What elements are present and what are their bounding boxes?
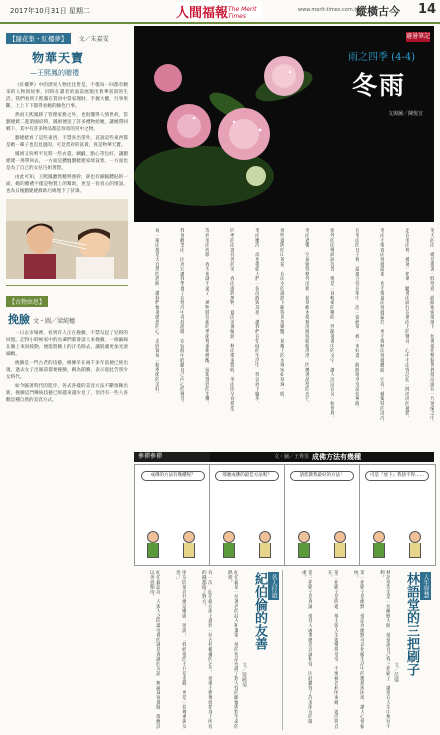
student-figure <box>334 531 344 557</box>
page-header <box>0 0 440 24</box>
face-threading-photo <box>6 199 128 279</box>
article-title-4: 紀伯倫的友善 <box>252 572 267 650</box>
monk-figure <box>147 531 157 557</box>
monk-figure <box>373 531 383 557</box>
column-divider <box>282 570 283 730</box>
text-column: 冬天的雨，總是帶著一股寒意，細細密密地落下，彷彿要把整個世界都浸濕在一片迷濛之中。 <box>429 228 434 425</box>
article-body <box>6 82 128 195</box>
section-name: 縱橫古今 <box>356 5 400 18</box>
paragraph: 《紅樓夢》中的漂亮人物比比皆是，不僅每一回都有精采的人物與故事，同時在讀者的面前展現出奢華富貴的生活。我們看到王熙鳳在賈府中當家理財，手握大權，行事果斷，上上下下都得看她的臉色行事。 <box>6 83 128 109</box>
website-url: www.merit-times.com.tw <box>298 7 361 13</box>
paragraph: 挽臉是一門古老的技藝，相傳早在兩千多年前便已經出現，過去女子出嫁前都要挽臉，稱為開臉，表示從此告別少女時代。 <box>6 361 128 380</box>
article-subtitle: —王熙鳳的贈禮 <box>30 69 79 77</box>
photo-credit: 文與圖／陳悅宣 <box>388 111 424 117</box>
feature-body <box>134 228 434 450</box>
comic-author: 文・圖／王秀里 <box>274 454 310 460</box>
text-column: 窗外的雨聲滴滴答答，像是一首輕柔的樂曲，伴隨著書中的文字，讓人沉浸在另一個世界。 <box>329 228 334 420</box>
comic-title: 成佛方法有幾種 <box>312 453 361 461</box>
student-figure <box>259 531 269 557</box>
text-column: 等到冬雨停歇，春天也就不遠了，萬物將在新的季節裡重新甦醒，展現蓬勃的生機。 <box>204 228 209 406</box>
paragraph: 如今隨著時代的進步，各式各樣的美容方法不斷推陳出新，挽臉這門傳統技藝已經越來越少見了，但仍有一些人喜歡這種自然的美容方式。 <box>6 384 128 403</box>
monk-figure <box>298 531 308 557</box>
speech-bubble: 請您教我最好的方法！ <box>290 471 354 481</box>
photo-illustration <box>6 199 128 279</box>
text-column: 那些盛開的山茶花，在雨水的滋潤下顯得更加嬌豔，花瓣上的水珠宛如珍珠一般。 <box>279 228 284 401</box>
text-column: 冬雨過後，空氣變得格外清新，花草樹木都被洗滌得乾乾淨淨，閃爍著晶瑩的光芒。 <box>304 228 309 406</box>
text-column: 有一次，紀伯倫在街上遇到一位衣衫襤褸的乞丐，他毫不猶豫地把身上所有的錢都給了對方。 <box>200 570 212 729</box>
page-number: 14 <box>418 2 437 17</box>
speech-bubble: 成佛的方法有幾種呢？ <box>141 471 205 481</box>
text-column: 每一場雨都是大自然的恩賜，讓我們懷著感恩的心，去欣賞每一個季節的美好。 <box>154 228 159 396</box>
text-column: 我喜歡冬雨，因為它讓我學會了在寒冷中尋找溫暖，在寂靜中聆聽自己內心的聲音。 <box>179 228 184 406</box>
comic-panel <box>209 465 285 565</box>
text-column: 第二把刷子是閒適，他主張人生要懂得享受，不要被名利所束縛，要活得自在。 <box>326 570 338 729</box>
comic-panel <box>284 465 360 565</box>
article-author-3: 文／范儀 <box>393 662 399 682</box>
paragraph: 然而王熙鳳除了管理家務之外，也很懂得人情世故，當劉姥姥二進榮國府時，鳳姐便送了許多禮物給她，讓她帶回鄉下，其中有許多物品都是珍貴的宮中之物。 <box>6 113 128 132</box>
text-column: 四季的雨各有各的美，春雨滋潤萬物，夏雨消暑解熱，秋雨帶來豐收，冬雨則孕育希望。 <box>229 228 234 416</box>
column-badge: 避暑筆記 <box>406 33 431 40</box>
logo-english: The Merit Times <box>228 6 257 20</box>
student-figure <box>409 531 419 557</box>
logo-chinese: 人間福報 <box>176 6 229 21</box>
winter-rain-photo <box>134 26 434 222</box>
comic-strip <box>134 464 436 566</box>
comic-band <box>134 452 434 462</box>
paragraph: 鳳姐又吩咐平兒將一些衣裳、綢緞、點心等包好，讓劉姥姥一併帶回去，一方面是體恤劉姥姥家境貧寒，一方面也是為了自己的女兒巧姐著想。 <box>6 152 128 171</box>
article-author: 文／朱嘉雯 <box>78 36 109 43</box>
comic-panel <box>359 465 434 565</box>
monk-figure <box>223 531 233 557</box>
series-title: 雨之四季 (4-4) <box>348 52 416 63</box>
column-tag-4: 名人行誼 <box>270 574 277 598</box>
text-column: 冬雨雖冷，卻也帶給人們一份沉靜與反思，讓我們在忙碌的生活中，得以停下腳步。 <box>254 228 259 406</box>
article-author-2: 文・圖／梁純穗 <box>33 318 76 325</box>
text-column: 第一把刷子是幽默，他認為幽默可以化解生活中的尷尬與困境，讓人心情愉快。 <box>352 570 364 729</box>
article-title-2: 挽臉 <box>8 313 30 326</box>
text-column: 朋友問他為什麼這麼做，他說：「我給他的不只是金錢，更是一份尊重與友善。」 <box>174 570 186 729</box>
article-title: 物華天寶 <box>32 51 85 65</box>
text-column: 走在冬雨裡，撐著一把傘，聽著雨滴打在傘面上的聲音，心中不由得泛起一陣淡淡的憂愁。 <box>404 228 409 420</box>
issue-date: 2017年10月31日 星期二 <box>10 7 90 15</box>
comic-panel <box>135 465 210 565</box>
feature-title: 冬雨 <box>352 71 407 100</box>
text-column: 林語堂先生是一位幽默大師，他常說自己有三把刷子，讓他在人生中無往不利。 <box>378 570 390 729</box>
divider <box>6 285 128 286</box>
student-figure <box>183 531 193 557</box>
column-tag-3: 人生智慧 <box>422 574 429 598</box>
column-tag-2: 【古物由思】 <box>6 296 48 307</box>
band-label: 參禪參禪 <box>134 452 210 462</box>
text-column: 紀伯倫認為，人與人之間最可貴的就是真誠的友誼，無論貧富貴賤，都應該以善意相待。 <box>148 570 160 729</box>
text-column: 紀伯倫是一位著名的詩人和畫家，他的作品充滿了對人性的關懷與對生命的熱愛。 <box>226 570 238 729</box>
left-column <box>6 26 128 726</box>
article-title-3: 林語堂的三把刷子 <box>404 572 419 676</box>
text-column: 在冬雨的日子裡，最適合待在家中，泡一壺熱茶，捧一本好書，靜靜地享受這份寧靜。 <box>354 228 359 411</box>
column-tag: 【隨花集・紅樓夢】 <box>6 33 71 44</box>
paragraph: 由此可知，王熙鳳雖然精明強幹，卻也有細膩體貼的一面，她的贈禮不僅是物質上的幫助，更是一份真心的情誼，也為日後劉姥姥救助巧姐埋下了伏筆。 <box>6 175 128 194</box>
speech-bubble: 可是『放下』我捨不得…… <box>365 471 429 481</box>
text-column: 第三把刷子是真誠，他待人處事總是以誠相待，因此贏得了許多朋友的敬重。 <box>300 570 312 724</box>
paragraph: 一日去市場裡，看到有人正在挽臉，不禁勾起了兒時的回憶。記得小時候家中的長輩們都會請人來挽臉，一條細線在臉上來回絞動，便能將臉上的汗毛除去，讓肌膚更加光滑細緻。 <box>6 331 128 357</box>
speech-bubble: 那麼成佛的最佳方法呢？ <box>215 471 279 481</box>
article-author-4: 文／梁曉菊 <box>241 662 247 687</box>
article-body-2 <box>6 330 128 404</box>
newspaper-logo <box>176 2 262 19</box>
paragraph: 劉姥姥看了這些東西，不禁喜出望外，直說這些東西都是她一輩子也沒見過的，可見賈府的富貴，真是物華天寶。 <box>6 136 128 148</box>
text-column: 冬雨不像春雨那樣溫柔，也不像夏雨那樣猛烈，更不像秋雨那樣纏綿，它有一種獨特的清冷。 <box>379 228 384 425</box>
